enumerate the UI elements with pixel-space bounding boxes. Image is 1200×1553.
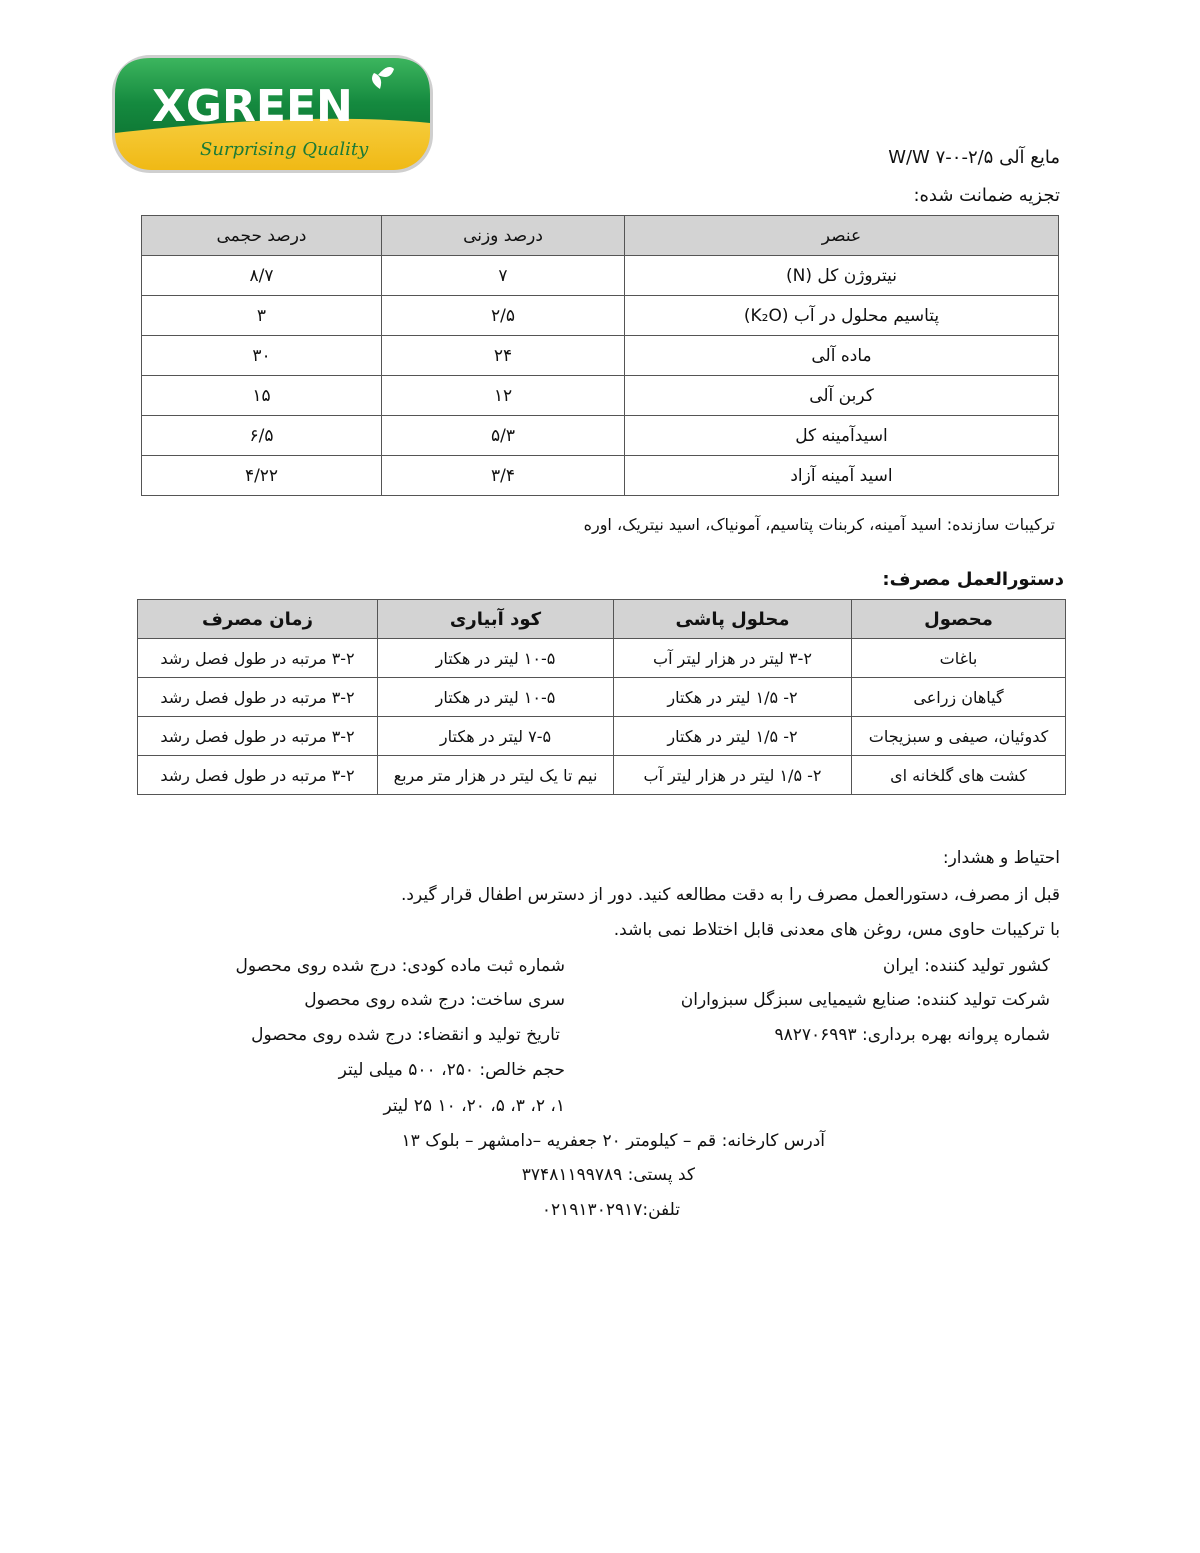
guaranteed-analysis-table <box>141 215 1059 496</box>
cell-element: پتاسیم محلول در آب (K₂O) <box>625 296 1059 336</box>
cell-weight: ۲/۵ <box>382 296 625 336</box>
warning-line-1: قبل از مصرف، دستورالعمل مصرف را به دقت مطالعه کنید. دور از دسترس اطفال قرار گیرد. <box>400 885 1060 905</box>
usage-instructions-heading: دستورالعمل مصرف: <box>882 569 1064 590</box>
usage-instructions-table <box>137 599 1066 795</box>
cell-spray: ۲- ۱/۵ لیتر در هزار لیتر آب <box>614 756 852 795</box>
cell-volume: ۴/۲۲ <box>142 456 382 496</box>
cell-spray: ۲- ۱/۵ لیتر در هکتار <box>614 717 852 756</box>
cell-time: ۳-۲ مرتبه در طول فصل رشد <box>138 756 378 795</box>
cell-volume: ۸/۷ <box>142 256 382 296</box>
header-application-time: زمان مصرف <box>138 600 378 639</box>
guaranteed-analysis-label: تجزیه ضمانت شده: <box>913 185 1060 206</box>
cell-weight: ۵/۳ <box>382 416 625 456</box>
table-row <box>142 376 1059 416</box>
table-row <box>138 717 1066 756</box>
cell-volume: ۱۵ <box>142 376 382 416</box>
factory-address: آدرس کارخانه: قم – کیلومتر ۲۰ جعفریه –دامشهر – بلوک ۱۳ <box>401 1131 825 1151</box>
table-row <box>138 678 1066 717</box>
cell-spray: ۳-۲ لیتر در هزار لیتر آب <box>614 639 852 678</box>
cell-volume: ۳۰ <box>142 336 382 376</box>
cell-fertigation: ۱۰-۵ لیتر در هکتار <box>378 639 614 678</box>
logo-tagline: Surprising Quality <box>200 139 369 160</box>
cell-time: ۳-۲ مرتبه در طول فصل رشد <box>138 639 378 678</box>
header-product: محصول <box>852 600 1066 639</box>
cell-element: نیتروژن کل (N) <box>625 256 1059 296</box>
header-element: عنصر <box>625 216 1059 256</box>
cell-product: کدوئیان، صیفی و سبزیجات <box>852 717 1066 756</box>
cell-product: گیاهان زراعی <box>852 678 1066 717</box>
table-row <box>142 296 1059 336</box>
cell-volume: ۳ <box>142 296 382 336</box>
header-weight-percent: درصد وزنی <box>382 216 625 256</box>
table-row <box>142 336 1059 376</box>
table-row <box>138 756 1066 795</box>
cell-product: کشت های گلخانه ای <box>852 756 1066 795</box>
header-fertigation: کود آبیاری <box>378 600 614 639</box>
cell-weight: ۱۲ <box>382 376 625 416</box>
cell-fertigation: ۱۰-۵ لیتر در هکتار <box>378 678 614 717</box>
cell-spray: ۲- ۱/۵ لیتر در هکتار <box>614 678 852 717</box>
warning-line-2: با ترکیبات حاوی مس، روغن های معدنی قابل اختلاط نمی باشد. <box>613 920 1060 940</box>
operating-license-number: شماره پروانه بهره برداری: ۹۸۲۷۰۶۹۹۳ <box>774 1025 1050 1045</box>
table-header-row <box>138 600 1066 639</box>
table-header-row <box>142 216 1059 256</box>
batch-number: سری ساخت: درج شده روی محصول <box>304 990 565 1010</box>
manufacturer-company: شرکت تولید کننده: صنایع شیمیایی سبزگل سبزواران <box>680 990 1050 1010</box>
cell-time: ۳-۲ مرتبه در طول فصل رشد <box>138 678 378 717</box>
cell-fertigation: نیم تا یک لیتر در هزار متر مربع <box>378 756 614 795</box>
cell-fertigation: ۷-۵ لیتر در هکتار <box>378 717 614 756</box>
header-volume-percent: درصد حجمی <box>142 216 382 256</box>
cell-element: کربن آلی <box>625 376 1059 416</box>
product-title: مایع آلی ۲/۵-۰-۷ W/W <box>888 147 1060 168</box>
cell-element: اسید آمینه آزاد <box>625 456 1059 496</box>
country-of-manufacture: کشور تولید کننده: ایران <box>882 956 1050 976</box>
postal-code: کد پستی: ۳۷۴۸۱۱۹۹۷۸۹ <box>521 1165 695 1185</box>
available-liter-sizes: ۱، ۲، ۳، ۵، ۲۰، ۱۰ ۲۵ لیتر <box>383 1096 565 1116</box>
fertilizer-registration-number: شماره ثبت ماده کودی: درج شده روی محصول <box>235 956 565 976</box>
cell-element: اسیدآمینه کل <box>625 416 1059 456</box>
table-row <box>142 256 1059 296</box>
warning-heading: احتیاط و هشدار: <box>942 848 1060 868</box>
table-row <box>142 416 1059 456</box>
table-row <box>142 456 1059 496</box>
logo-brand-text: XGREEN <box>152 81 353 132</box>
table-row <box>138 639 1066 678</box>
cell-weight: ۳/۴ <box>382 456 625 496</box>
cell-volume: ۶/۵ <box>142 416 382 456</box>
cell-element: ماده آلی <box>625 336 1059 376</box>
production-expiry-dates: تاریخ تولید و انقضاء: درج شده روی محصول <box>251 1025 560 1045</box>
cell-time: ۳-۲ مرتبه در طول فصل رشد <box>138 717 378 756</box>
cell-weight: ۷ <box>382 256 625 296</box>
net-volume: حجم خالص: ۲۵۰، ۵۰۰ میلی لیتر <box>338 1060 565 1080</box>
phone-number: تلفن:۰۲۱۹۱۳۰۲۹۱۷ <box>541 1200 680 1220</box>
header-foliar-spray: محلول پاشی <box>614 600 852 639</box>
ingredients-text: ترکیبات سازنده: اسید آمینه، کربنات پتاسیم، آمونیاک، اسید نیتریک، اوره <box>583 515 1055 534</box>
cell-weight: ۲۴ <box>382 336 625 376</box>
cell-product: باغات <box>852 639 1066 678</box>
xgreen-logo <box>110 53 435 175</box>
